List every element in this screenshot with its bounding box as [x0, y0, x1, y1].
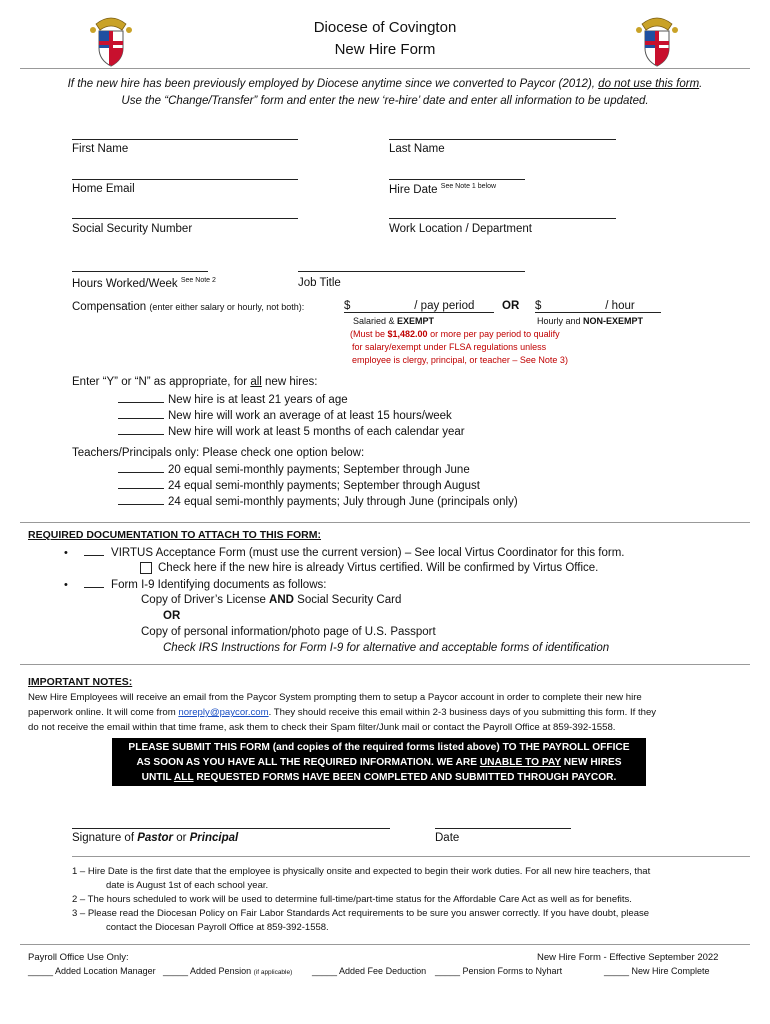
job-title-line[interactable]: [298, 271, 525, 272]
ssn-label: Social Security Number: [72, 223, 193, 235]
footnotes: 1 – Hire Date is the first date that the employee is physically onsite and expected to begin their work duties. For all new hire teachers, that date is August 1st of each school year. 2 – The hours scheduled to work will be used to determine full-time/part-time status for the Affordable Care Act as well as for benefits. 3 – Please read the Diocesan Policy on Fair Labor Standards Act requirements to be sure you answer correctly. If you have doubt, please contact the Diocesan Payroll Office at 859-392-1558.: [72, 866, 651, 933]
date-label: Date: [435, 832, 460, 844]
first-name-line[interactable]: [72, 139, 298, 140]
list-item[interactable]: 24 equal semi-monthly payments; July through June (principals only): [118, 494, 518, 510]
work-location-line[interactable]: [389, 218, 616, 219]
divider: [72, 856, 750, 857]
work-location-label: Work Location / Department: [389, 223, 532, 235]
virtus-certified-checkbox[interactable]: [140, 562, 152, 574]
date-line[interactable]: [435, 828, 571, 829]
payroll-use-label: Payroll Office Use Only:: [28, 952, 129, 963]
ssn-line[interactable]: [72, 218, 298, 219]
payroll-item-pension-forms[interactable]: _____ Pension Forms to Nyhart: [435, 966, 563, 976]
required-docs-heading: REQUIRED DOCUMENTATION TO ATTACH TO THIS FORM:: [28, 529, 322, 541]
payroll-item-pension[interactable]: _____ Added Pension (if applicable): [163, 966, 293, 976]
salaried-exempt-label: Salaried & EXEMPT: [353, 316, 435, 326]
divider: [20, 522, 750, 523]
noreply-email-link[interactable]: noreply@paycor.com: [178, 707, 269, 718]
form-org-title: Diocese of Covington: [313, 19, 457, 36]
home-email-line[interactable]: [72, 179, 298, 180]
yn-list: [118, 392, 465, 440]
signature-label: Signature of Pastor or Principal: [72, 832, 239, 844]
job-title-label: Job Title: [298, 277, 341, 289]
payroll-item-location-manager[interactable]: _____ Added Location Manager: [28, 966, 156, 976]
form-title: New Hire Form: [334, 41, 436, 58]
hourly-nonexempt-label: Hourly and NON-EXEMPT: [537, 316, 644, 326]
list-item[interactable]: New hire will work at least 5 months of each calendar year: [118, 424, 465, 440]
i9-item: • Form I-9 Identifying documents as follows:: [64, 579, 327, 591]
copy-passport-text: Copy of personal information/photo page of U.S. Passport: [141, 626, 436, 638]
hours-worked-line[interactable]: [72, 271, 208, 272]
home-email-label: Home Email: [72, 183, 135, 195]
hours-note: See Note 2: [180, 277, 216, 284]
irs-instructions-text: Check IRS Instructions for Form I-9 for alternative and acceptable forms of identification: [163, 642, 610, 654]
list-item[interactable]: New hire will work an average of at least 15 hours/week: [118, 408, 465, 424]
teachers-options: [118, 462, 518, 510]
or-label: OR: [163, 610, 181, 622]
list-item[interactable]: 20 equal semi-monthly payments; September through June: [118, 462, 518, 478]
divider: [20, 664, 750, 665]
hourly-entry[interactable]: $ / hour: [535, 300, 661, 313]
salary-entry[interactable]: $ / pay period: [344, 300, 494, 313]
form-version: New Hire Form - Effective September 2022: [537, 952, 719, 963]
submit-instructions-box: PLEASE SUBMIT THIS FORM (and copies of the required forms listed above) TO THE PAYROLL OFFICE AS SOON AS YOU HAVE ALL THE REQUIRED INFORMATION. WE ARE UNABLE TO PAY NEW HIRES UNTIL ALL REQUESTED FORMS HAVE BEEN COMPLETED AND SUBMITTED THROUGH PAYCOR.: [112, 738, 646, 786]
payroll-item-fee-deduction[interactable]: _____ Added Fee Deduction: [312, 966, 427, 976]
list-item[interactable]: New hire is at least 21 years of age: [118, 392, 465, 408]
list-item[interactable]: 24 equal semi-monthly payments; September through August: [118, 478, 518, 494]
exempt-threshold-note: (Must be $1,482.00 or more per pay period to qualify for salary/exempt under FLSA regulations unless employee is clergy, principal, or teacher – See Note 3): [350, 329, 568, 365]
hire-date-label: Hire Date $^{See Note 1 below}$: [389, 183, 497, 196]
or-label: OR: [502, 300, 520, 312]
yn-intro: Enter “Y” or “N” as appropriate, for all new hires:: [72, 376, 318, 388]
hire-date-line[interactable]: [389, 179, 525, 180]
copy-license-text: Copy of Driver’s License AND Social Security Card: [141, 594, 402, 606]
divider: [20, 944, 750, 945]
first-name-label: First Name: [72, 143, 129, 155]
virtus-item: • VIRTUS Acceptance Form (must use the current version) – See local Virtus Coordinator for this form.: [64, 547, 625, 559]
teachers-intro: Teachers/Principals only: Please check one option below:: [72, 447, 365, 459]
important-notes-body: New Hire Employees will receive an email from the Paycor System prompting them to setup a Paycor account in order to complete their new hire paperwork online. It will come from noreply@paycor.com. They should receive this email within 2-3 business days of you submitting this form. If they do not receive the email within that time frame, ask them to check their Spam filter/Junk mail or contact the Payroll Office at 859-392-1558.: [28, 692, 657, 733]
compensation-label: Compensation (enter either salary or hourly, not both):: [72, 301, 305, 313]
hours-worked-label: Hours Worked/Week $^{See Note 2}$: [72, 277, 216, 290]
virtus-certified-row: Check here if the new hire is already Virtus certified. Will be confirmed by Virtus Office.: [140, 562, 598, 574]
divider: [20, 68, 750, 69]
last-name-line[interactable]: [389, 139, 616, 140]
payroll-item-new-hire-complete[interactable]: _____ New Hire Complete: [604, 966, 710, 976]
hire-date-note: See Note 1 below: [440, 183, 497, 190]
last-name-label: Last Name: [389, 143, 445, 155]
intro-note: If the new hire has been previously employed by Diocese anytime since we converted to Paycor (2012), do not use this form. Use the “Change/Transfer” form and enter the new ‘re-hire’ date and enter all information to be updated.: [67, 78, 703, 107]
signature-line[interactable]: [72, 828, 390, 829]
important-notes-heading: IMPORTANT NOTES:: [28, 676, 133, 688]
